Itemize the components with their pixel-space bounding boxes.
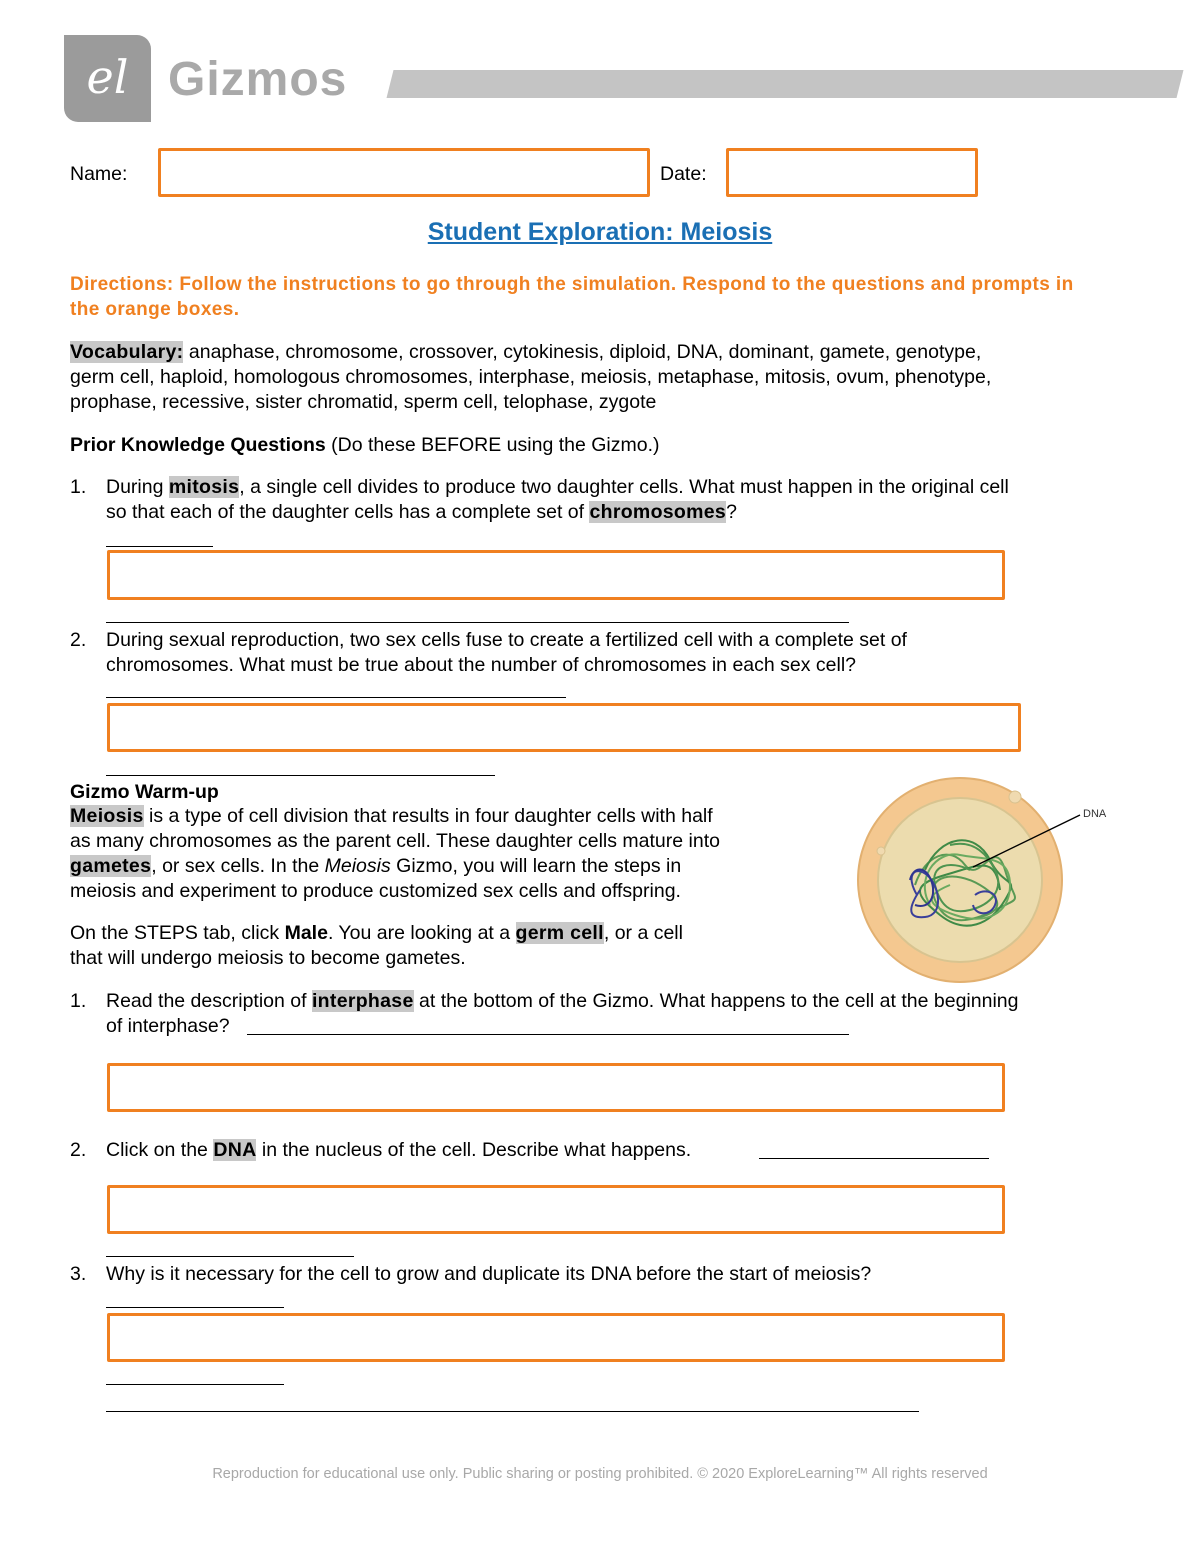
date-label: Date:: [660, 163, 707, 185]
cell-illustration: [855, 775, 1125, 985]
name-label: Name:: [70, 163, 128, 185]
warmup-heading: Gizmo Warm-up: [70, 781, 219, 803]
footer: Reproduction for educational use only. Public sharing or posting prohibited. © 2020 ExploreLearning™ All rights reserved: [212, 1466, 988, 1482]
page-title: Student Exploration: Meiosis: [427, 218, 773, 246]
warmup-q1-answer-box[interactable]: [107, 1063, 1005, 1112]
answer-line: [106, 1307, 284, 1308]
prior-q2-answer-box[interactable]: [107, 703, 1021, 752]
warmup-q1-number: 1.: [70, 990, 87, 1012]
directions: Directions: Follow the instructions to go through the simulation. Respond to the questions and prompts in the orange boxes.: [70, 274, 1074, 320]
prior-q2-number: 2.: [70, 629, 87, 651]
vocabulary-label: Vocabulary:: [70, 341, 184, 363]
answer-line: [247, 1034, 849, 1035]
logo-badge: [64, 35, 151, 122]
prior-q1-answer-box[interactable]: [107, 550, 1005, 600]
header-bar: [387, 70, 1184, 98]
warmup-q2-text: Click on the DNA in the nucleus of the cell. Describe what happens.: [106, 1139, 692, 1161]
warmup-q3-answer-box[interactable]: [107, 1313, 1005, 1362]
warmup-q1-text: Read the description of interphase at the bottom of the Gizmo. What happens to the cell at the beginning of interphase?: [106, 990, 1019, 1037]
vocabulary: Vocabulary: anaphase, chromosome, crossover, cytokinesis, diploid, DNA, dominant, gamete, genotype, germ cell, haploid, homologous chromosomes, interphase, meiosis, metaphase, mitosis, ovum, phenotype, prophase, recessive, sister chromatid, sperm cell, telophase, zygote: [70, 341, 992, 413]
answer-line: [106, 1256, 354, 1257]
prior-knowledge-heading: Prior Knowledge Questions (Do these BEFORE using the Gizmo.): [70, 434, 660, 456]
prior-q2-text: During sexual reproduction, two sex cells fuse to create a fertilized cell with a complete set of chromosomes. What must be true about the number of chromosomes in each sex cell?: [106, 629, 907, 676]
warmup-q2-answer-box[interactable]: [107, 1185, 1005, 1234]
answer-line: [106, 1411, 919, 1412]
name-field[interactable]: [158, 148, 650, 197]
brand-name: Gizmos: [168, 53, 348, 106]
dna-label: DNA: [1083, 808, 1107, 820]
date-field[interactable]: [726, 148, 978, 197]
logo-mark: el: [86, 50, 129, 104]
answer-line: [106, 622, 849, 623]
warmup-q2-number: 2.: [70, 1139, 87, 1161]
warmup-paragraph-1: Meiosis is a type of cell division that results in four daughter cells with half as many chromosomes as the parent cell. These daughter cells mature into gametes, or sex cells. In the Meiosis Gizmo, you will learn the steps in meiosis and experiment to produce customized sex cells and offspring.: [70, 805, 720, 902]
warmup-q3-number: 3.: [70, 1263, 87, 1285]
answer-line: [106, 775, 495, 776]
answer-line: [106, 697, 566, 698]
answer-line: [106, 1384, 284, 1385]
answer-line: [106, 546, 213, 547]
germ-cell-image: [855, 775, 1125, 985]
prior-q1-text: During mitosis, a single cell divides to produce two daughter cells. What must happen in the original cell so that each of the daughter cells has a complete set of chromosomes?: [106, 476, 1009, 523]
warmup-paragraph-2: On the STEPS tab, click Male. You are looking at a germ cell, or a cell that will undergo meiosis to become gametes.: [70, 922, 683, 969]
warmup-q3-text: Why is it necessary for the cell to grow and duplicate its DNA before the start of meiosis?: [106, 1263, 872, 1285]
answer-line: [759, 1158, 989, 1159]
prior-q1-number: 1.: [70, 476, 87, 498]
